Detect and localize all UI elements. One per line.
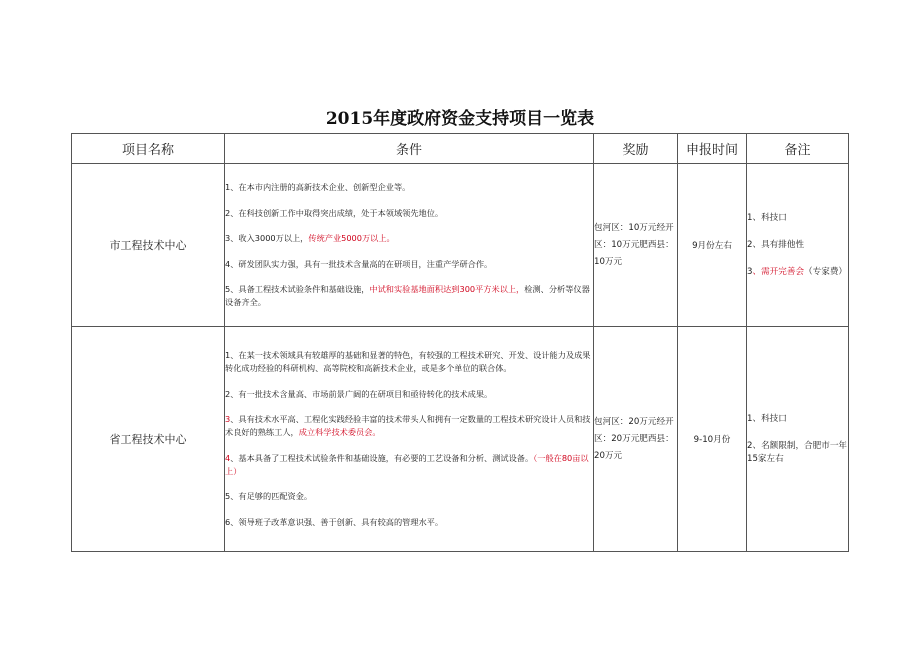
project-name: 省工程技术中心 [72, 327, 225, 552]
time-cell: 9-10月份 [678, 327, 747, 552]
remarks-cell [747, 327, 849, 552]
remark-item: 2、具有排他性 [747, 239, 805, 250]
time-cell: 9月份左右 [678, 164, 747, 327]
remarks-cell [747, 164, 849, 327]
header-row [72, 134, 849, 164]
condition-item: 4、研发团队实力强，具有一批技术含量高的在研项目，注重产学研合作。 [225, 258, 493, 269]
remark-item: 1、科技口 [747, 413, 787, 424]
header-name: 项目名称 [72, 134, 225, 164]
condition-item: 3、具有技术水平高、工程化实践经验丰富的技术带头人和拥有一定数量的工程技术研究设计人员和技术良好的熟练工人，成立科学技术委员会。 [225, 414, 591, 438]
page-title: 2015年度政府资金支持项目一览表 [325, 109, 595, 129]
condition-item: 1、在本市内注册的高新技术企业、创新型企业等。 [225, 182, 411, 192]
condition-item: 5、具备工程技术试验条件和基础设施，中试和实验基地面积达到300平方米以上，检测、分析等仪器设备齐全。 [225, 284, 590, 307]
header-conditions: 条件 [225, 134, 594, 164]
header-time: 申报时间 [678, 134, 747, 164]
project-name: 市工程技术中心 [72, 164, 225, 327]
condition-item: 5、有足够的匹配资金。 [225, 491, 313, 502]
condition-item: 2、在科技创新工作中取得突出成绩，处于本领域领先地位。 [225, 207, 444, 218]
condition-item: 2、有一批技术含量高、市场前景广阔的在研项目和亟待转化的技术成果。 [225, 388, 493, 399]
condition-item: 4、基本具备了工程技术试验条件和基础设施，有必要的工艺设备和分析、测试设备。（一般在80亩以上） [225, 452, 589, 476]
conditions-cell [225, 164, 594, 327]
condition-item: 3、收入3000万以上，传统产业5000万以上。 [225, 233, 395, 243]
remark-item: 3、需开完善会（专家费） [747, 266, 848, 277]
remark-item: 2、名额限制，合肥市一年15家左右 [747, 440, 848, 464]
condition-item: 6、领导班子改革意识强、善于创新、具有较高的管理水平。 [225, 516, 444, 527]
header-reward: 奖励 [594, 134, 678, 164]
project-table [71, 133, 849, 552]
condition-item: 1、在某一技术领域具有较雄厚的基础和显著的特色，有较强的工程技术研究、开发、设计能力及成果转化成功经验的科研机构、高等院校和高新技术企业，或是多个单位的联合体。 [225, 350, 591, 374]
table-row [72, 164, 849, 327]
reward-cell: 包河区：20万元经开区：20万元肥西县：20万元 [594, 327, 678, 552]
remark-item: 1、科技口 [747, 212, 787, 223]
conditions-cell [225, 327, 594, 552]
table-row [72, 327, 849, 552]
header-remarks: 备注 [747, 134, 849, 164]
reward-cell: 包河区：10万元经开区：10万元肥西县：10万元 [594, 164, 678, 327]
